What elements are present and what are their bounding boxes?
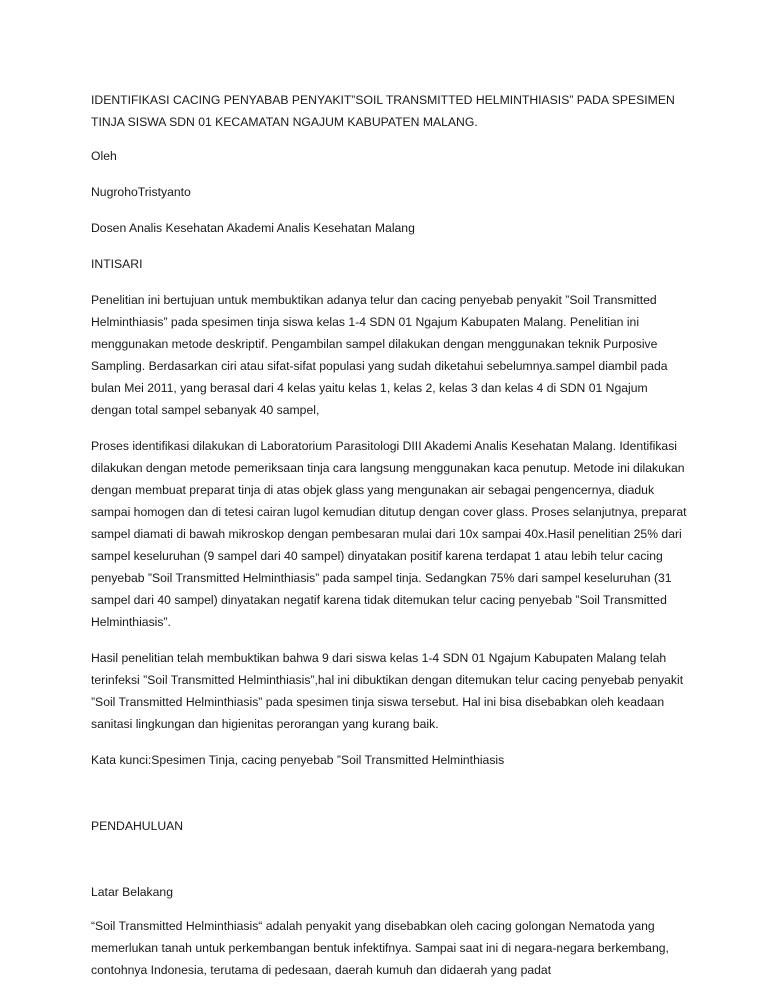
document-title: IDENTIFIKASI CACING PENYABAB PENYAKIT”SOIL TRANSMITTED HELMINTHIASIS” PADA SPESIMEN TINJA SISWA SDN 01 KECAMATAN NGAJUM KABUPATEN MALANG. (91, 93, 675, 129)
abstract-paragraph: Hasil penelitian telah membuktikan bahwa 9 dari siswa kelas 1-4 SDN 01 Ngajum Kabupaten Malang telah terinfeksi ”Soil Transmitted Helminthiasis”,hal ini dibuktikan dengan ditemukan telur cacing penyebab penyakit ”Soil Transmitted Helminthiasis” pada spesimen tinja siswa tersebut. Hal ini bisa disebabkan oleh keadaan sanitasi lingkungan dan higienitas perorangan yang kurang baik. (91, 651, 684, 731)
by-label: Oleh (91, 149, 117, 163)
document-body (91, 89, 691, 981)
abstract-heading: INTISARI (91, 257, 143, 271)
abstract-paragraph: Penelitian ini bertujuan untuk membuktikan adanya telur dan cacing penyebab penyakit ”Soil Transmitted Helminthiasis” pada spesimen tinja siswa kelas 1-4 SDN 01 Ngajum Kabupaten Malang. Penelitian ini menggunakan metode deskriptif. Pengambilan sampel dilakukan dengan menggunakan teknik Purposive Sampling. Berdasarkan ciri atau sifat-sifat populasi yang sudah diketahui sebelumnya.sampel diambil pada bulan Mei 2011, yang berasal dari 4 kelas yaitu kelas 1, kelas 2, kelas 3 dan kelas 4 di SDN 01 Ngajum dengan total sampel sebanyak 40 sampel, (91, 293, 668, 417)
author-name: NugrohoTristyanto (91, 185, 191, 199)
abstract-paragraph: Proses identifikasi dilakukan di Laboratorium Parasitologi DIII Akademi Analis Kesehatan Malang. Identifikasi dilakukan dengan metode pemeriksaan tinja cara langsung menggunakan kaca penutup. Metode ini dilakukan dengan membuat preparat tinja di atas objek glass yang mengunakan air sebagai pengencernya, diaduk sampai homogen dan di tetesi cairan lugol kemudian ditutup dengan cover glass. Proses selanjutnya, preparat sampel diamati di bawah mikroskop dengan pembesaran mulai dari 10x sampai 40x.Hasil penelitian 25% dari sampel keseluruhan (9 sampel dari 40 sampel) dinyatakan positif karena terdapat 1 atau lebih telur cacing penyebab ”Soil Transmitted Helminthiasis” pada sampel tinja. Sedangkan 75% dari sampel keseluruhan (31 sampel dari 40 sampel) dinyatakan negatif karena tidak ditemukan telur cacing penyebab ”Soil Transmitted Helminthiasis”. (91, 439, 687, 629)
section-heading: PENDAHULUAN (91, 819, 184, 833)
author-affiliation: Dosen Analis Kesehatan Akademi Analis Kesehatan Malang (91, 221, 415, 235)
intro-paragraph: “Soil Transmitted Helminthiasis“ adalah penyakit yang disebabkan oleh cacing golongan Nematoda yang memerlukan tanah untuk perkembangan bentuk infektifnya. Sampai saat ini di negara-negara berkembang, contohnya Indonesia, terutama di pedesaan, daerah kumuh dan didaerah yang padat (91, 919, 669, 977)
keywords: Kata kunci:Spesimen Tinja, cacing penyebab ”Soil Transmitted Helminthiasis (91, 753, 505, 767)
subsection-heading: Latar Belakang (91, 885, 173, 899)
